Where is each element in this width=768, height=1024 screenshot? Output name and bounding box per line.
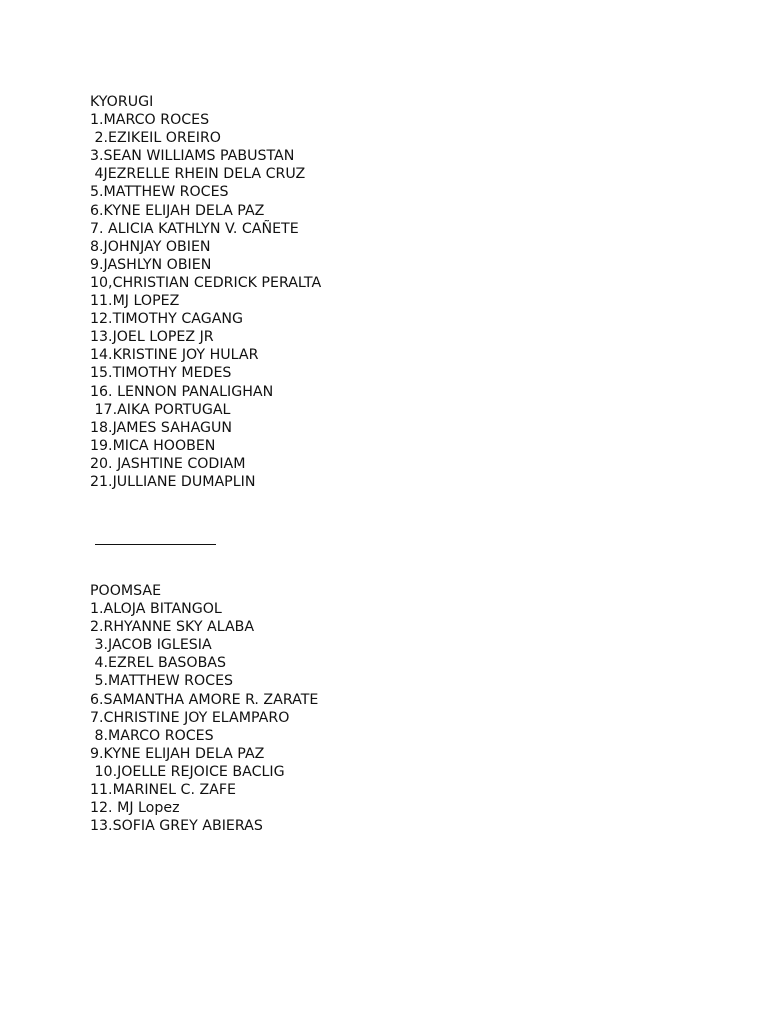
list-item: 8.JOHNJAY OBIEN xyxy=(90,238,211,255)
list-item: 10,CHRISTIAN CEDRICK PERALTA xyxy=(90,274,322,291)
separator-line xyxy=(95,544,216,545)
kyorugi-section xyxy=(90,93,321,491)
list-item: 11.MARINEL C. ZAFE xyxy=(90,782,237,799)
list-item: 3.JACOB IGLESIA xyxy=(90,637,212,654)
list-item: 5.MATTHEW ROCES xyxy=(90,673,234,690)
list-item: 4.EZREL BASOBAS xyxy=(90,655,227,672)
list-item: 1.MARCO ROCES xyxy=(90,112,210,129)
list-item: 12.TIMOTHY CAGANG xyxy=(90,311,244,328)
list-item: 6.KYNE ELIJAH DELA PAZ xyxy=(90,202,265,219)
list-item: 13.SOFIA GREY ABIERAS xyxy=(90,818,263,835)
list-item: 2.RHYANNE SKY ALABA xyxy=(90,619,255,636)
list-item: 20. JASHTINE CODIAM xyxy=(90,455,246,472)
list-item: 5.MATTHEW ROCES xyxy=(90,184,229,201)
kyorugi-heading: KYORUGI xyxy=(90,94,154,110)
list-item: 3.SEAN WILLIAMS PABUSTAN xyxy=(90,148,295,165)
list-item: 15.TIMOTHY MEDES xyxy=(90,365,232,382)
list-item: 9.KYNE ELIJAH DELA PAZ xyxy=(90,745,265,762)
poomsae-heading: POOMSAE xyxy=(90,583,162,599)
list-item: 11.MJ LOPEZ xyxy=(90,293,180,310)
list-item: 13.JOEL LOPEZ JR xyxy=(90,329,214,346)
list-item: 18.JAMES SAHAGUN xyxy=(90,419,233,436)
list-item: 12. MJ Lopez xyxy=(90,800,180,817)
list-item: 10.JOELLE REJOICE BACLIG xyxy=(90,763,285,780)
list-item: 16. LENNON PANALIGHAN xyxy=(90,383,274,400)
list-item: 6.SAMANTHA AMORE R. ZARATE xyxy=(90,691,319,708)
list-item: 14.KRISTINE JOY HULAR xyxy=(90,347,259,364)
list-item: 2.EZIKEIL OREIRO xyxy=(90,130,221,147)
poomsae-section xyxy=(90,582,318,835)
list-item: 8.MARCO ROCES xyxy=(90,727,214,744)
list-item: 17.AIKA PORTUGAL xyxy=(90,401,231,418)
list-item: 9.JASHLYN OBIEN xyxy=(90,256,212,273)
list-item: 7. ALICIA KATHLYN V. CAÑETE xyxy=(90,220,299,237)
list-item: 19.MICA HOOBEN xyxy=(90,437,216,454)
list-item: 4JEZRELLE RHEIN DELA CRUZ xyxy=(90,166,306,183)
list-item: 21.JULLIANE DUMAPLIN xyxy=(90,473,256,490)
list-item: 7.CHRISTINE JOY ELAMPARO xyxy=(90,709,290,726)
list-item: 1.ALOJA BITANGOL xyxy=(90,601,222,618)
